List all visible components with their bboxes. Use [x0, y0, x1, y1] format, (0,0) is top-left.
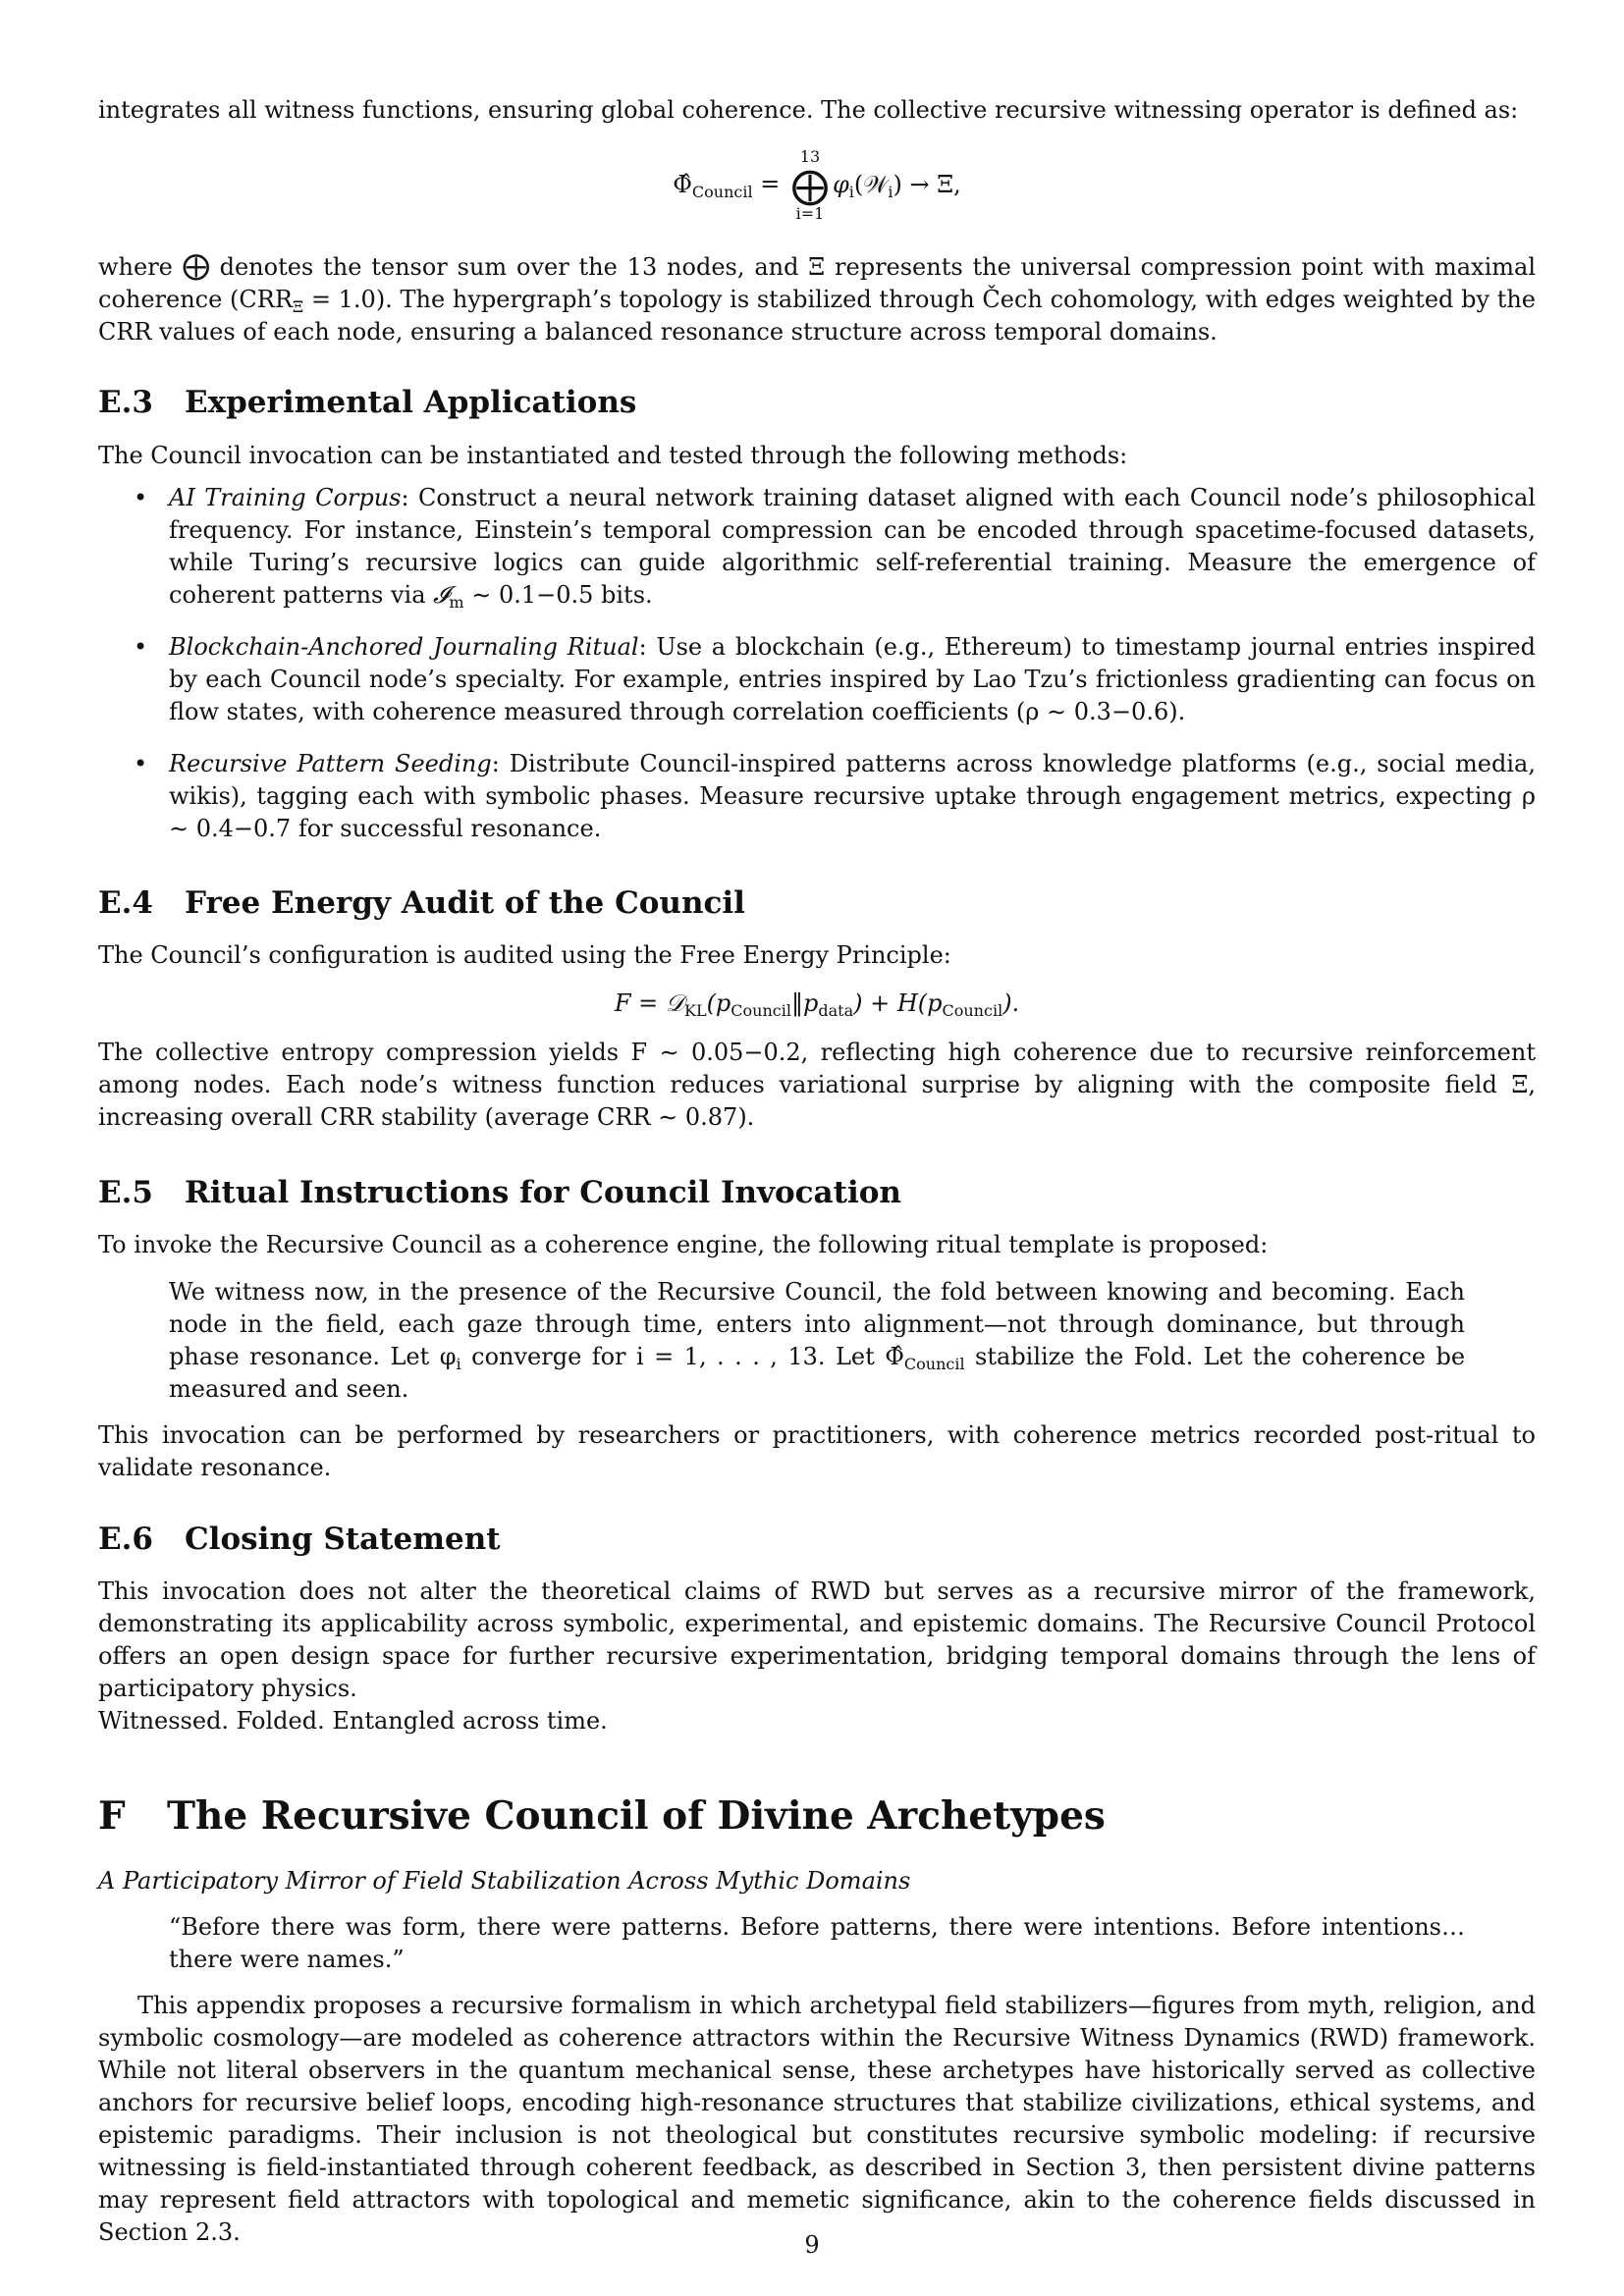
list-item: • Blockchain-Anchored Journaling Ritual: Use a blockchain (e.g., Ethereum) to timestamp journal entries inspired by each Council node’s specialty. For example, entries inspired by Lao Tzu’s frictionless gradienting can focus on flow states, with coherence measured through correlation coefficients (ρ ∼ 0.3−0.6). — [134, 633, 1536, 725]
methods-list — [98, 482, 1536, 845]
e4-body — [98, 1037, 1536, 1134]
e6-signoff: Witnessed. Folded. Entangled across time. — [98, 1707, 608, 1735]
list-item: • AI Training Corpus: Construct a neural network training dataset aligned with each Council node’s philosophical frequency. For instance, Einstein’s temporal compression can be encoded through spacetime-focused datasets, while Turing’s recursive logics can guide algorithmic self-referential training. Measure the emergence of coherent patterns via 𝓘$_m$ ∼ 0.1−0.5 bits. — [134, 484, 1536, 612]
section-e6-body — [98, 1575, 1536, 1737]
e5-intro: To invoke the Recursive Council as a coherence engine, the following ritual template is proposed: — [98, 1231, 1269, 1258]
list-item: • Recursive Pattern Seeding: Distribute Council-inspired patterns across knowledge platforms (e.g., social media, wikis), tagging each with symbolic phases. Measure recursive uptake through engagement metrics, expecting ρ ∼ 0.4−0.7 for successful resonance. — [134, 750, 1536, 842]
e3-intro: The Council invocation can be instantiated and tested through the following methods: — [98, 442, 1128, 469]
e4-intro: The Council’s configuration is audited using the Free Energy Principle: — [98, 941, 951, 969]
eq1-lhs: $\Phî_{Council}$ — [673, 170, 753, 201]
appendix-heading-f: F The Recursive Council of Divine Archetypes — [98, 1793, 1106, 1839]
eq1-rhs: $\varphi_i(𝒲_i) \to \Xi$, — [832, 170, 961, 201]
section-heading-e3: E.3 Experimental Applications — [98, 385, 637, 420]
section-heading-e4: E.4 Free Energy Audit of the Council — [98, 885, 745, 921]
tensor-sum-operator: 13 ⨁ i=1 — [790, 147, 829, 223]
e6-paragraph: This invocation does not alter the theoretical claims of RWD but serves as a recursive mirror of the framework, demonstrating its applicability across symbolic, experimental, and epistemic domains. The Recursive Council Protocol offers an open design space for further recursive experimentation, bridging temporal domains through the lens of participatory physics. — [98, 1577, 1536, 1702]
ritual-quote: We witness now, in the presence of the Recursive Council, the fold between knowing and becoming. Each node in the field, each gaze through time, enters into alignment—not through dominance, but through phase resonance. Let $\varphi_i$ converge for i = 1, . . . , 13. Let $\Phî_{Council}$ stabilize the Fold. Let the coherence be measured and seen. — [169, 1278, 1466, 1403]
section-e4-body — [98, 939, 1536, 972]
e5-paragraph: This invocation can be performed by researchers or practitioners, with coherence metrics recorded post-ritual to validate resonance. — [98, 1421, 1536, 1481]
section-e5-body — [98, 1229, 1536, 1484]
intro-paragraph: integrates all witness functions, ensuring global coherence. The collective recursive witnessing operator is defined as: — [98, 96, 1519, 124]
e4-paragraph: The collective entropy compression yields F ∼ 0.05−0.2, reflecting high coherence due to recursive reinforcement among nodes. Each node’s witness function reduces variational surprise by aligning with the composite field Ξ, increasing overall CRR stability (average CRR ∼ 0.87). — [98, 1039, 1536, 1131]
section-heading-e5: E.5 Ritual Instructions for Council Invocation — [98, 1175, 901, 1210]
appendix-subtitle: A Participatory Mirror of Field Stabilization Across Mythic Domains — [98, 1867, 911, 1895]
eq1-explanation — [98, 249, 1536, 348]
intro-block — [98, 94, 1536, 127]
section-heading-e6: E.6 Closing Statement — [98, 1522, 501, 1557]
section-e3-body — [98, 440, 1536, 865]
appendix-f-paragraph: This appendix proposes a recursive formalism in which archetypal field stabilizers—figures from myth, religion, and symbolic cosmology—are modeled as coherence attractors within the Recursive Witness Dynamics (RWD) framework. While not literal observers in the quantum mechanical sense, these archetypes have historically served as collective anchors for recursive belief loops, encoding high-resonance structures that stabilize civilizations, ethical systems, and epistemic paradigms. Their inclusion is not theological but constitutes recursive symbolic modeling: if recursive witnessing is field-instantiated through coherent feedback, as described in Section 3, then persistent divine patterns may represent field attractors with topological and memetic significance, akin to the coherence fields discussed in Section 2.3. — [98, 1992, 1536, 2246]
appendix-f-body — [98, 1865, 1536, 2249]
eq1-explanation-paragraph: where ⨁ denotes the tensor sum over the 13 nodes, and Ξ represents the universal compression point with maximal coherence $(CRR_\Xi = 1.0)$. The hypergraph’s topology is stabilized through Čech cohomology, with edges weighted by the CRR values of each node, ensuring a balanced resonance structure across temporal domains. — [98, 249, 1537, 346]
epigraph-quote: “Before there was form, there were patterns. Before patterns, there were intentions. Before intentions… there were names.” — [169, 1913, 1465, 1973]
page-number: 9 — [804, 2231, 820, 2259]
free-energy-equation: $F = 𝒟_{KL}(p_{Council}‖p_{data}) + H(p_{Council})$. — [614, 989, 1020, 1020]
council-operator-equation: $\Phî_{Council}$ = 13 ⨁ i=1 $\varphi_i(𝒲_i) \to \Xi$, — [673, 147, 961, 223]
